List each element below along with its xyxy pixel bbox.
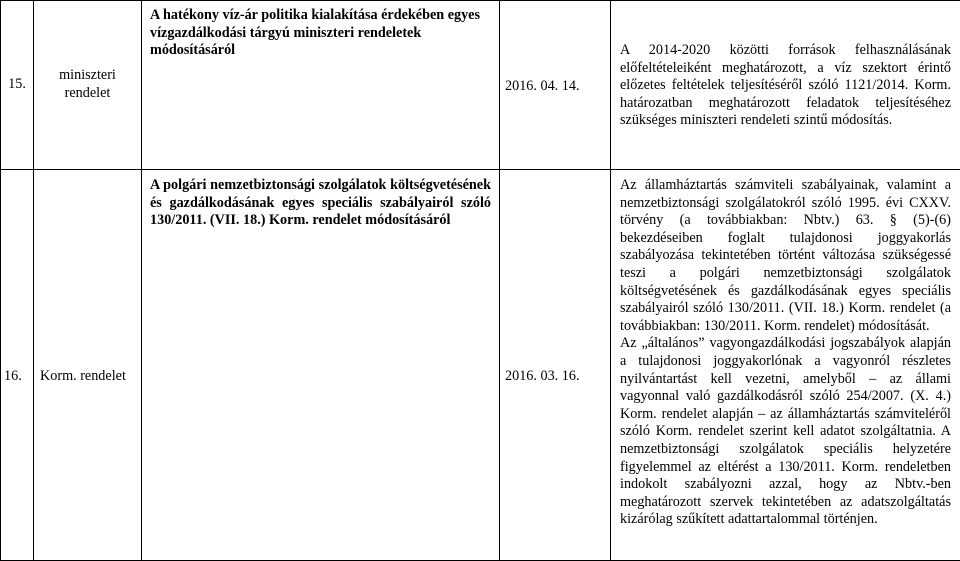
legislation-description xyxy=(620,177,951,529)
description-cell xyxy=(611,170,960,561)
table-row xyxy=(1,170,960,561)
date-cell xyxy=(500,170,611,561)
description-paragraph: Az „általános” vagyongazdálkodási jogszabályok alapján a tulajdonosi joggyakorlónak a vagyonról részletes nyilvántartást kell vezetni, amelyből – az állami vagyonnal való gazdálkodásról szóló 254/2007. (X. 4.) Korm. rendelet alapján – az államháztartás számviteléről szóló Korm. rendelet szerint kell adatot szolgáltatnia. A nemzetbiztonsági szolgálatok speciális helyzetére figyelemmel az eltérést a 130/2011. Korm. rendeletben indokolt szabályozni azzal, hogy az Nbtv.-ben meghatározott szervek tekintetében az adatszolgáltatás kizárólag szűkített adattartalommal történjen. xyxy=(620,335,951,529)
legislation-title: A polgári nemzetbiztonsági szolgálatok költségvetésének és gazdálkodásának egyes speciális szabályairól szóló 130/2011. (VII. 18.) Korm. rendelet módosításáról xyxy=(150,177,491,230)
legislation-type-cell xyxy=(34,1,142,170)
legislation-type: miniszteri rendelet xyxy=(48,67,127,102)
description-paragraph: Az államháztartás számviteli szabályainak, valamint a nemzetbiztonsági szolgálatokról szóló 1995. évi CXXV. törvény (a továbbiakban: Nbtv.) 63. § (5)-(6) bekezdéseiben foglalt tulajdonosi joggyakorlás szabályozása tekintetében történt változása szükségessé teszi a polgári nemzetbiztonsági szolgálatok költségvetésének és gazdálkodásának egyes speciális szabályairól szóló 130/2011. (VII. 18.) Korm. rendelet (a továbbiakban: 130/2011. Korm. rendelet) módosítását. xyxy=(620,177,951,335)
description-cell xyxy=(611,1,960,170)
legislation-type-cell xyxy=(34,170,142,561)
row-number-cell xyxy=(1,1,34,170)
date-cell xyxy=(500,1,611,170)
row-number: 15. xyxy=(8,76,26,94)
row-number: 16. xyxy=(4,368,22,386)
legislation-title-cell xyxy=(142,170,500,561)
legislation-date: 2016. 03. 16. xyxy=(505,368,579,386)
legislation-date: 2016. 04. 14. xyxy=(505,78,579,96)
row-number-cell xyxy=(1,170,34,561)
table-row xyxy=(1,1,960,170)
legislation-title-cell xyxy=(142,1,500,170)
legislation-description: A 2014-2020 közötti források felhasználásának előfeltételeiként meghatározott, a víz szektort érintő előzetes feltételek teljesítéséről szóló 1121/2014. Korm. határozatban meghatározott feladatok teljesítéséhez szükséges miniszteri rendeleti szintű módosítás. xyxy=(620,42,951,130)
legislation-type: Korm. rendelet xyxy=(40,368,126,386)
legislation-title: A hatékony víz-ár politika kialakítása érdekében egyes vízgazdálkodási tárgyú miniszteri rendeletek módosításáról xyxy=(150,7,491,60)
